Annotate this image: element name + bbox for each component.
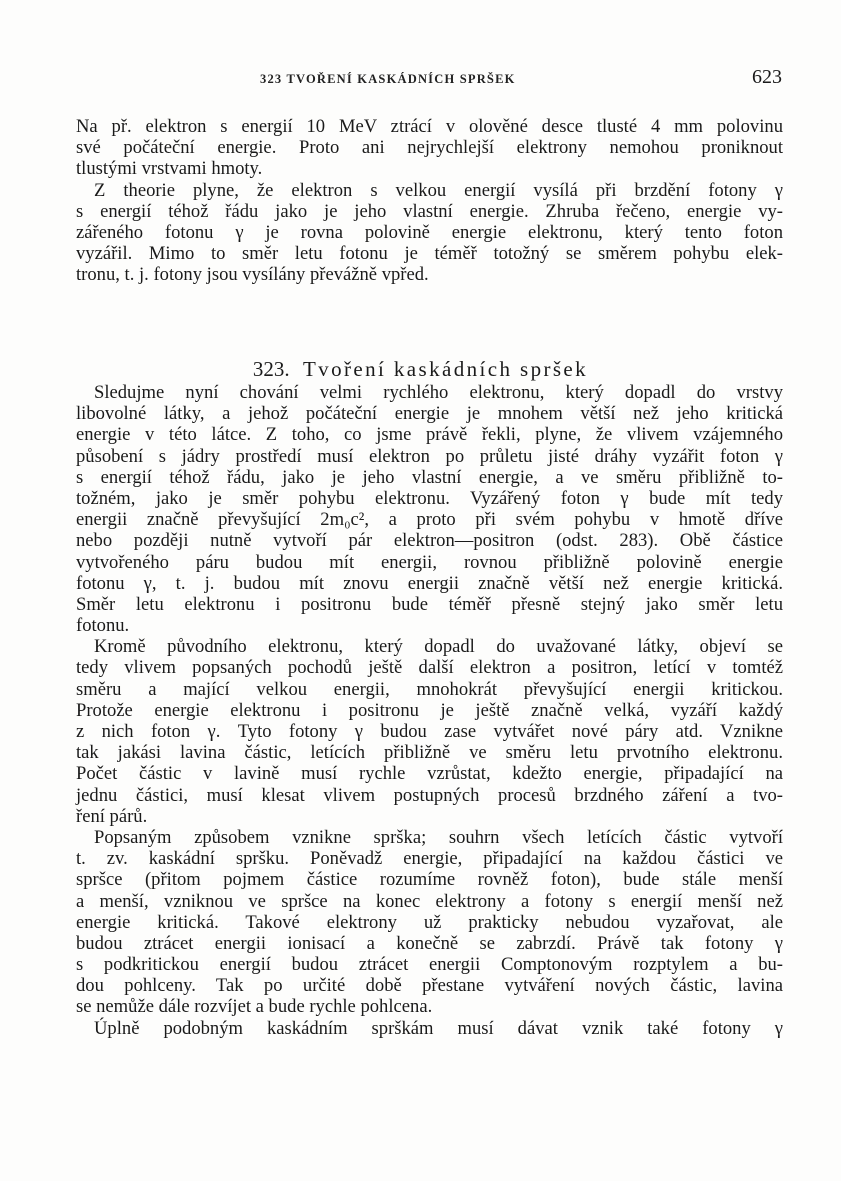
section-heading: [0, 357, 841, 382]
text-line: se nemůže dále rozvíjet a bude rychle pohlcena.: [76, 996, 433, 1018]
text-line: Protože energie elektronu i positronu je ještě značně velká, vyzáří každý: [76, 699, 783, 721]
text-line: tedy vlivem popsaných pochodů ještě další elektron a positron, letící v tomtéž: [76, 657, 783, 679]
text-line: energie kritická. Takové elektrony už prakticky nebudou vyzařovat, ale: [76, 911, 783, 933]
text-line: energie v této látce. Z toho, co jsme právě řekli, plyne, že vlivem vzájemného: [76, 424, 783, 446]
text-line: ření párů.: [76, 805, 148, 827]
text-line: vyzářil. Mimo to směr letu fotonu je téměř totožný se směrem pohybu elek-: [76, 243, 783, 265]
page-number: 623: [752, 66, 782, 88]
text-line: s podkritickou energií budou ztrácet energii Comptonovým rozptylem a bu-: [76, 954, 783, 976]
text-line: směru a mající velkou energii, mnohokrát převyšující energii kritickou.: [76, 678, 783, 700]
text-line: s energií téhož řádu jako je jeho vlastní energie. Zhruba řečeno, energie vy-: [76, 200, 783, 222]
text-line: spršce (přitom pojmem částice rozumíme rovněž foton), bude stále menší: [76, 869, 783, 891]
text-line: jednu částici, musí klesat vlivem postupných procesů brzdného záření a tvo-: [76, 784, 783, 806]
text-line: libovolné látky, a jehož počáteční energie je mnohem větší než jeho kritická: [76, 403, 783, 425]
text-line: budou ztrácet energii ionisací a konečně se zabrzdí. Právě tak fotony γ: [76, 932, 783, 954]
text-line: své počáteční energie. Proto ani nejrychlejší elektrony nemohou proniknout: [76, 137, 783, 159]
text-line: vytvořeného páru budou mít energii, rovnou přibližně polovině energie: [76, 551, 783, 573]
text-line: působení s jádry prostředí musí elektron po průletu jisté dráhy vyzářit foton γ: [76, 445, 783, 467]
text-line: nebo později nutně vytvoří pár elektron—positron (odst. 283). Obě částice: [76, 530, 783, 552]
text-line: Na př. elektron s energií 10 MeV ztrácí v olověné desce tlusté 4 mm polovinu: [76, 116, 783, 137]
section-title: Tvoření kaskádních spršek: [302, 357, 589, 381]
text-line: Počet částic v lavině musí rychle vzrůstat, kdežto energie, připadající na: [76, 763, 783, 785]
text-line: dou pohlceny. Tak po určité době přestane vytváření nových částic, lavina: [76, 975, 783, 997]
text-line: tožném, jako je směr pohybu elektronu. Vyzářený foton γ bude mít tedy: [76, 487, 783, 509]
text-line: energii značně převyšující 2m₀c², a proto při svém pohybu v hmotě dříve: [76, 509, 783, 531]
text-line: fotonu γ, t. j. budou mít znovu energii značně větší než energie kritická.: [76, 572, 783, 594]
text-line: Úplně podobným kaskádním sprškám musí dávat vznik také fotony γ: [94, 1017, 783, 1039]
text-line: Směr letu elektronu i positronu bude téměř přesně stejný jako směr letu: [76, 593, 783, 615]
paragraph-block-intro: [76, 116, 783, 286]
running-head: [76, 66, 782, 90]
section-number: 323.: [252, 357, 290, 381]
text-line: tak jakási lavina částic, letících přibližně ve směru letu prvotního elektronu.: [76, 742, 783, 764]
text-line: Z theorie plyne, že elektron s velkou energií vysílá při brzdění fotony γ: [94, 179, 783, 201]
text-line: tronu, t. j. fotony jsou vysílány převážně vpřed.: [76, 264, 429, 286]
text-line: t. zv. kaskádní spršku. Poněvadž energie, připadající na každou částici ve: [76, 848, 783, 870]
text-line: zářeného fotonu γ je rovna polovině energie elektronu, který tento foton: [76, 221, 783, 243]
text-line: a menší, vzniknou ve spršce na konec elektrony a fotony s energií menší než: [76, 890, 783, 912]
text-line: tlustými vrstvami hmoty.: [76, 158, 263, 180]
text-line: Kromě původního elektronu, který dopadl do uvažované látky, objeví se: [94, 636, 783, 658]
text-line: Popsaným způsobem vznikne sprška; souhrn všech letících částic vytvoří: [94, 826, 783, 848]
text-line: Sledujme nyní chování velmi rychlého elektronu, který dopadl do vrstvy: [94, 382, 783, 403]
text-line: fotonu.: [76, 615, 130, 637]
paragraph-block-main: [76, 382, 783, 1039]
running-title: 323 TVOŘENÍ KASKÁDNÍCH SPRŠEK: [260, 72, 516, 86]
text-line: s energií téhož řádu, jako je jeho vlastní energie, a ve směru přibližně to-: [76, 466, 783, 488]
text-line: z nich foton γ. Tyto fotony γ budou zase vytvářet nové páry atd. Vznikne: [76, 721, 783, 742]
